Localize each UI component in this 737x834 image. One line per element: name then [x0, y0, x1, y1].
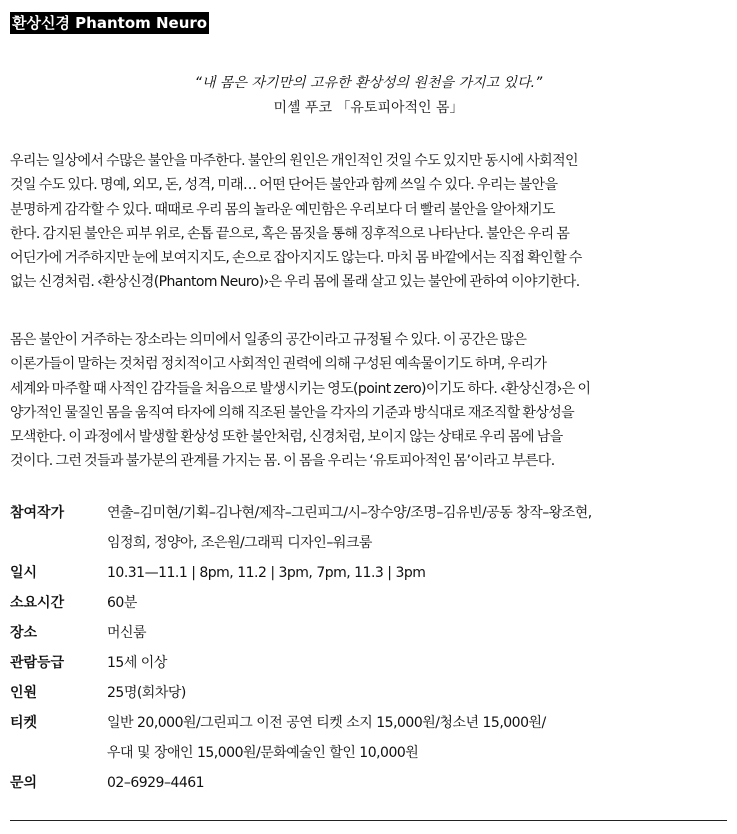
info-value-line: 15세 이상 [107, 655, 167, 671]
info-value-line: 임정희, 정양아, 조은원/그래픽 디자인–워크룸 [107, 535, 372, 551]
info-value-line: 연출–김미현/기획–김나현/제작–그린피그/시–장수양/조명–김유빈/공동 창작–왕조현, [107, 505, 592, 521]
info-label: 참여작가 [10, 505, 65, 521]
paragraph-line: 것이다. 그런 것들과 불가분의 관계를 가지는 몸. 이 몸을 우리는 ‘유토피아적인 몸’이라고 부른다. [10, 453, 555, 470]
paragraph-line: 것일 수도 있다. 명예, 외모, 돈, 성격, 미래… 어떤 단어든 불안과 함께 쓰일 수 있다. 우리는 불안을 [10, 177, 558, 194]
info-value-line: 우대 및 장애인 15,000원/문화예술인 할인 10,000원 [107, 745, 419, 761]
info-label: 관람등급 [10, 655, 65, 671]
info-value [107, 588, 732, 618]
paragraph-line: 이론가들이 말하는 것처럼 정치적이고 사회적인 권력에 의해 구성된 예속물이기도 하며, 우리가 [10, 356, 547, 373]
info-value-line: 머신룸 [107, 625, 147, 641]
paragraph-line: 세계와 마주할 때 사적인 감각들을 처음으로 발생시키는 영도(point zero)이기도 하다. ‹환상신경›은 이 [10, 380, 591, 397]
paragraph-line: 한다. 감지된 불안은 피부 위로, 손톱 끝으로, 혹은 몸짓을 통해 징후적으로 나타난다. 불안은 우리 몸 [10, 225, 570, 242]
info-row-capacity [10, 678, 732, 708]
info-value [107, 648, 732, 678]
info-value [107, 678, 732, 708]
info-label: 소요시간 [10, 595, 65, 611]
info-value-line: 60분 [107, 595, 137, 611]
intro-paragraph [10, 149, 732, 295]
info-label: 문의 [10, 775, 38, 791]
paragraph-line: 없는 신경처럼. ‹환상신경(Phantom Neuro)›은 우리 몸에 몰래 살고 있는 불안에 관하여 이야기한다. [10, 274, 580, 291]
info-row-artists [10, 498, 732, 558]
paragraph-line: 몸은 불안이 거주하는 장소라는 의미에서 일종의 공간이라고 규정될 수 있다. 이 공간은 많은 [10, 332, 527, 348]
info-value [107, 708, 732, 768]
paragraph-line: 모색한다. 이 과정에서 발생할 환상성 또한 불안처럼, 신경처럼, 보이지 않는 상태로 우리 몸에 남을 [10, 429, 563, 446]
info-value-line: 25명(회차당) [107, 685, 186, 701]
paragraph-line: 우리는 일상에서 수많은 불안을 마주한다. 불안의 원인은 개인적인 것일 수도 있지만 동시에 사회적인 [10, 153, 578, 169]
page-title: 환상신경 Phantom Neuro [12, 14, 208, 32]
epigraph [0, 71, 737, 121]
info-value [107, 768, 732, 798]
paragraph-line: 어딘가에 거주하지만 눈에 보여지지도, 손으로 잡아지지도 않는다. 마치 몸 바깥에서는 직접 확인할 수 [10, 250, 582, 267]
info-row-date [10, 558, 732, 588]
epigraph-quote: “내 몸은 자기만의 고유한 환상성의 원천을 가지고 있다.” [194, 75, 543, 91]
event-info-table [10, 498, 732, 798]
info-row-venue [10, 618, 732, 648]
info-label: 일시 [10, 565, 38, 581]
info-value [107, 558, 732, 588]
info-row-rating [10, 648, 732, 678]
paragraph-line: 분명하게 감각할 수 있다. 때때로 우리 몸의 놀라운 예민함은 우리보다 더 빨리 불안을 알아채기도 [10, 201, 555, 218]
info-label: 인원 [10, 685, 38, 701]
info-row-duration [10, 588, 732, 618]
epigraph-source: 미셸 푸코 「유토피아적인 몸」 [273, 100, 464, 116]
info-row-contact [10, 768, 732, 798]
bottom-divider [10, 820, 727, 821]
body-paragraph [10, 328, 732, 474]
info-value [107, 498, 732, 558]
info-label: 티켓 [10, 715, 38, 731]
info-value-line: 일반 20,000원/그린피그 이전 공연 티켓 소지 15,000원/청소년 15,000원/ [107, 715, 546, 731]
info-value-line: 10.31—11.1 | 8pm, 11.2 | 3pm, 7pm, 11.3 | 3pm [107, 565, 426, 581]
info-row-tickets [10, 708, 732, 768]
info-value-line: 02–6929–4461 [107, 775, 205, 791]
info-label: 장소 [10, 625, 38, 641]
paragraph-line: 양가적인 물질인 몸을 움직여 타자에 의해 직조된 불안을 각자의 기준과 방식대로 재조직할 환상성을 [10, 404, 575, 421]
info-value [107, 618, 732, 648]
